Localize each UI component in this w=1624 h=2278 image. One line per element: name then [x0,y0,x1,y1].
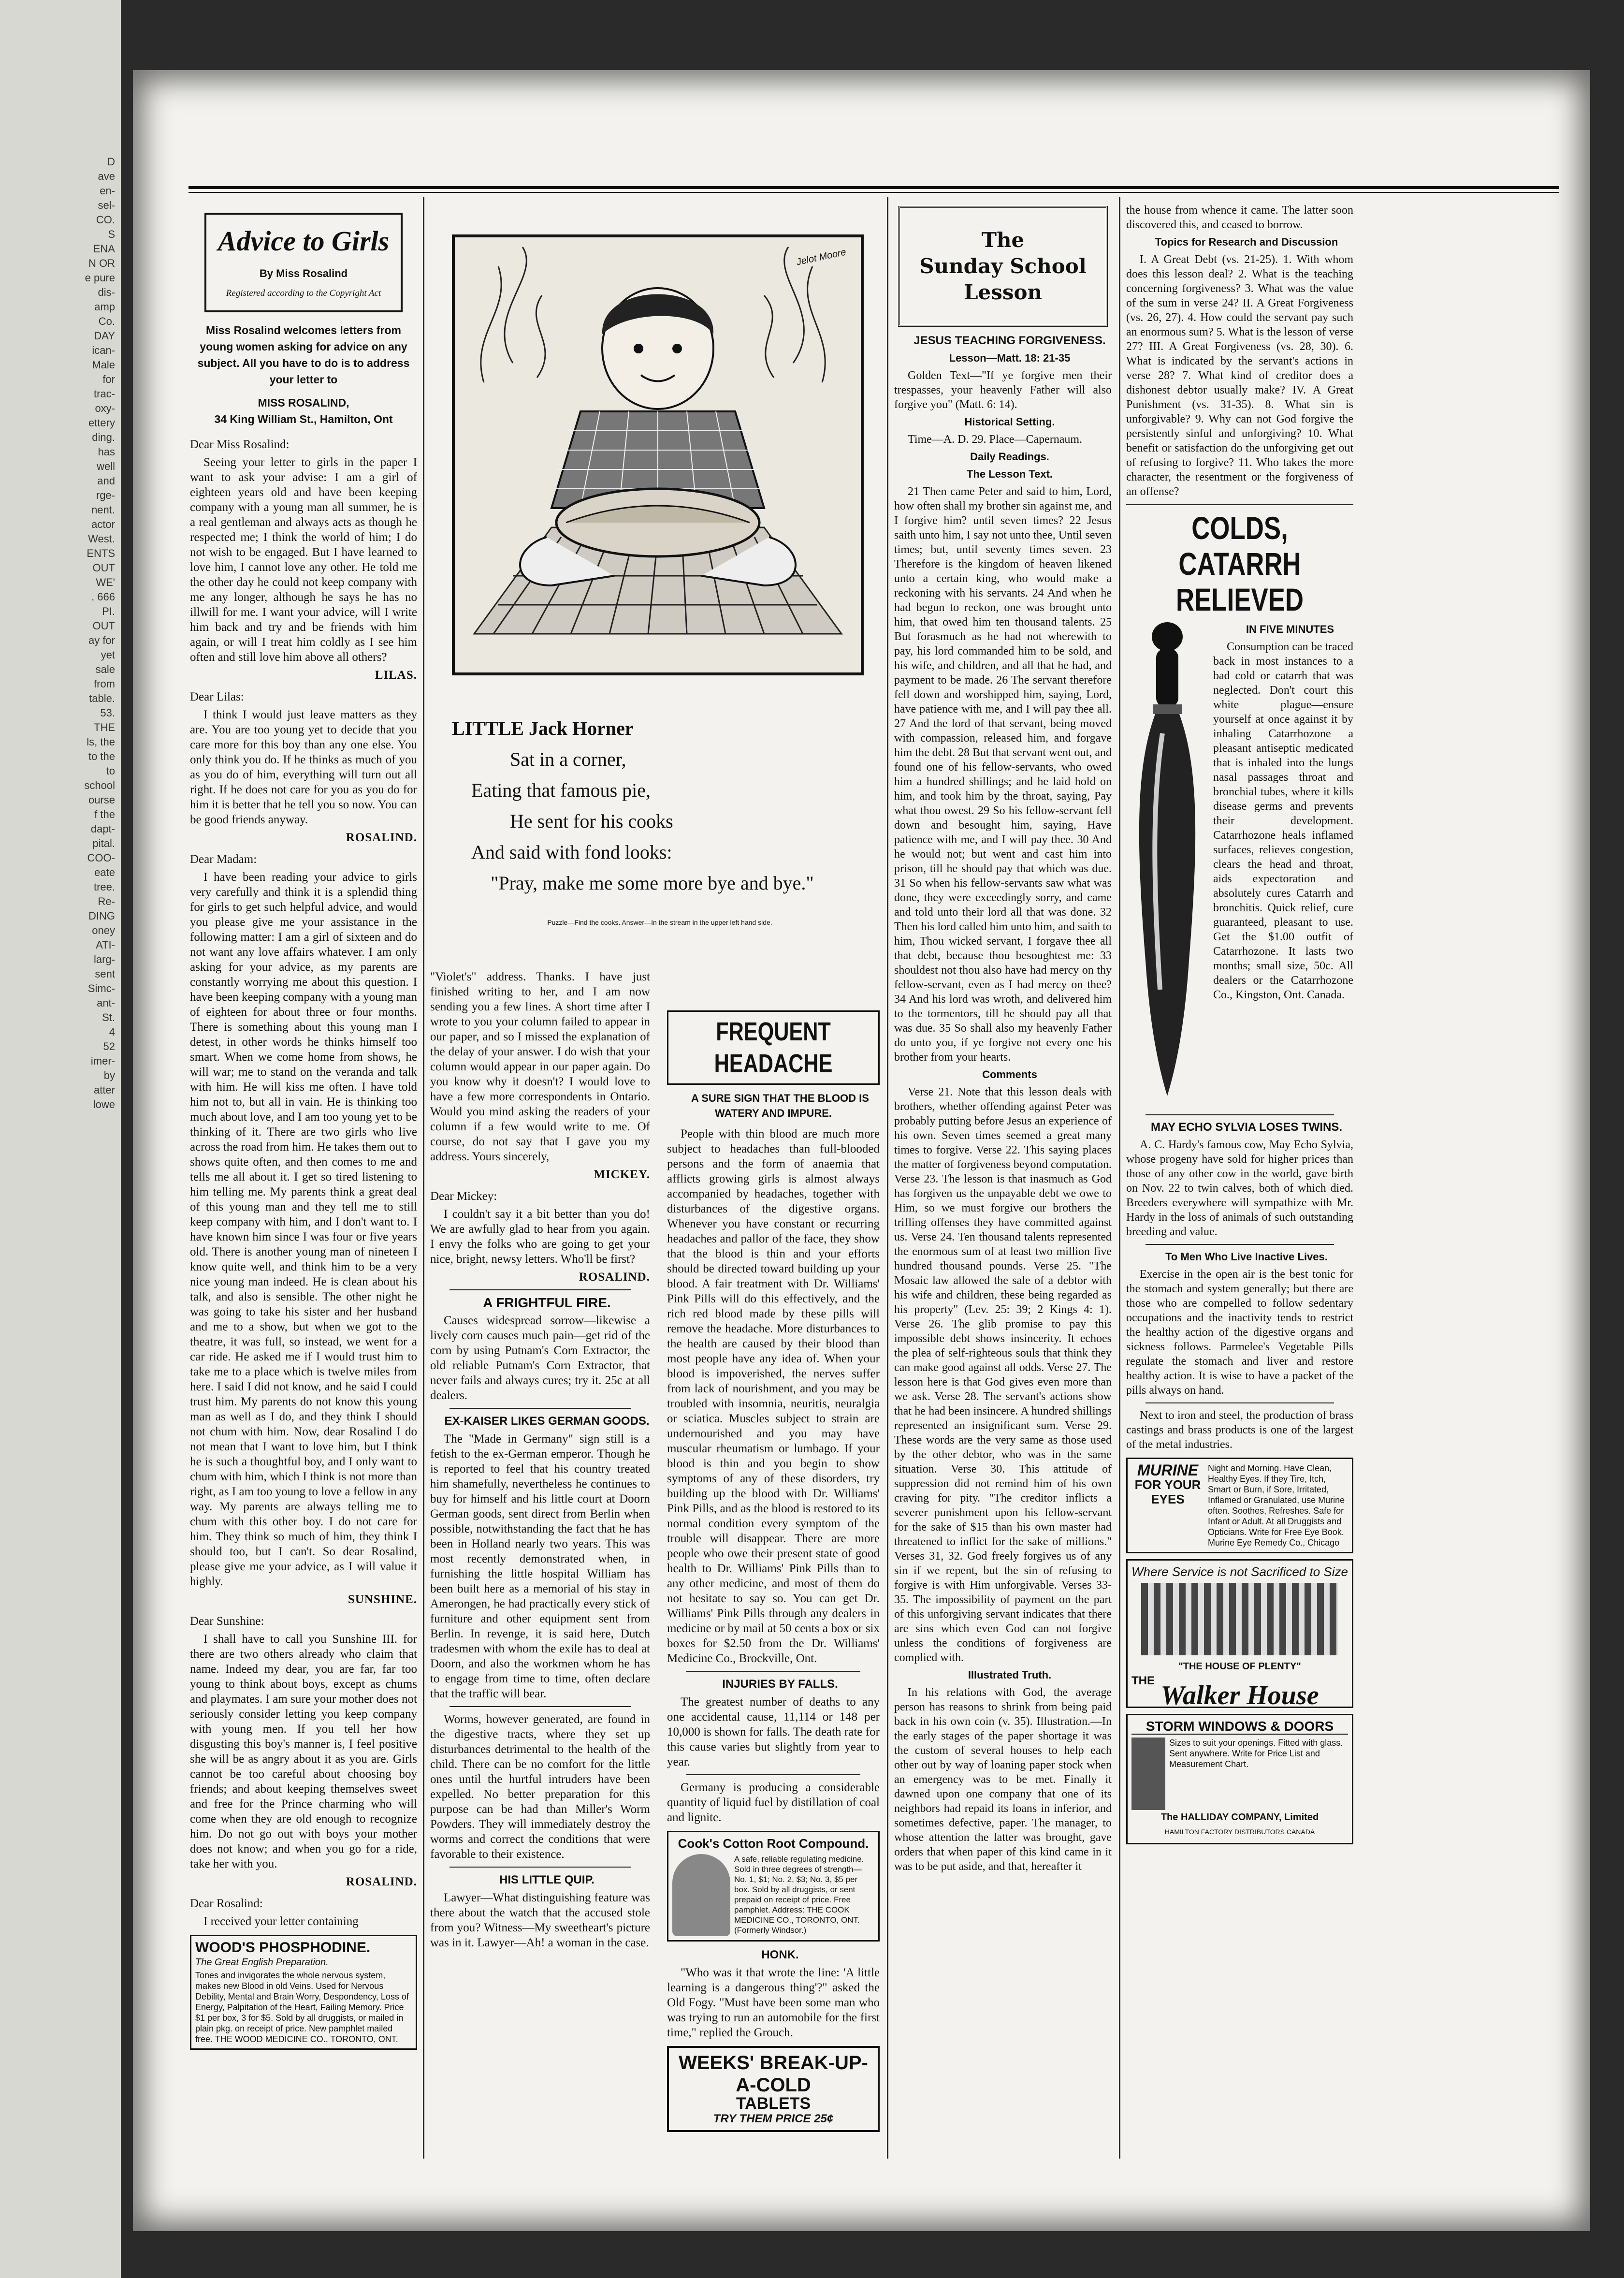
fragment-line: nent. [91,504,115,516]
reply-salutation: Dear Lilas: [190,690,244,703]
header-line: Sunday School [919,254,1087,278]
headache-title: FREQUENT HEADACHE [714,1017,833,1078]
intro-body: Miss Rosalind welcomes letters from young women asking for advice on any subject. All you have to do is to address your letter to [197,324,410,386]
byline: By Miss Rosalind [259,267,348,279]
article-title: HONK. [761,1948,799,1961]
continuation-text: the house from whence it came. The latter soon discovered this, and ceased to borrow. [1126,204,1353,231]
weeks-cold-tablets-ad [667,2046,880,2132]
verse-line: Sat in a corner, [510,748,626,770]
colds-subtitle: IN FIVE MINUTES [1246,623,1334,635]
woman-portrait [672,1854,730,1936]
fragment-line: oney [92,924,115,936]
fragment-line: ettery [88,417,115,429]
fragment-line: from [94,678,115,690]
letter-body: "Violet's" address. Thanks. I have just finished writing to her, and I am now sending you a few lines. A short time after I wrote to you your column failed to appear in our paper, and so I missed the explanation of the delay of your answer. I do wish that your column would appear in our paper again. Do you know why it doesn't? I would love to have a few more correspondents in Ontario. Would you mind asking the readers of your column if a few would write to me. Of course, do not say that I gave you my address. Yours sincerely, [430,970,650,1163]
letter-signature: MICKEY. [594,1168,650,1181]
reply-signature: ROSALIND. [579,1270,650,1284]
illustrated-text: In his relations with God, the average person has reasons to shrink from being paid back in his own coin (v. 35). Illustration.—In the early stages of the paper shortage it was the custom of several houses to help each other out by way of loaning paper stock when an emergency was to be met. Finally it dawned upon one company that one of its neighbors had repaid its loans in inferior, and sometimes defective, paper. The manager, to whose attention the latter was brought, gave orders that when paper of this kind came in it was to be put aside, and that, hereafter it [894,1686,1112,1873]
fragment-line: ENA [93,243,115,255]
letter-salutation: Dear Miss Rosalind: [190,438,290,451]
fragment-line: oxy- [95,402,115,414]
column-title: Advice to Girls [218,225,390,257]
ad-title: WEEKS' BREAK-UP-A-COLD [679,2052,868,2096]
fragment-line: rge- [96,489,115,501]
article-title: To Men Who Live Inactive Lives. [1165,1251,1328,1263]
fragment-line: OUT [92,562,115,574]
fragment-line: ican- [92,344,115,356]
advice-header-box [204,213,403,312]
fragment-line: to the [88,750,115,762]
verse-line: Eating that famous pie, [471,779,651,801]
fragment-line: COO- [87,852,115,864]
reply-body: I think I would just leave matters as they are. You are too young yet to decide that you care more for this boy than any one else. You only think you do. If he thinks as much of you as you do of him, everything will turn out all right. If he does not care for you as you do for him it is better that he tell you so now. You can be good friends anyway. [190,708,417,826]
article-body: "Who was it that wrote the line: 'A little learning is a dangerous thing'?" asked the Old Fogy. "Must have been some man who was trying to run an automobile for the first time," replied the Grouch. [667,1966,880,2039]
fragment-line: lowe [93,1098,115,1110]
fragment-line: ls, the [87,736,115,748]
colds-body: Consumption can be traced back in most instances to a bad cold or catarrh that was neglected. Don't court this white plague—ensure yourself at once against it by inhaling Catarrhozone a pleasant antiseptic medicated that is inhaled into the lungs nasal passages throat and bronchial tubes, where it kills disease germs and prevents their development. Catarrhozone heals inflamed surfaces, relieves congestion, clears the head and throat, aids expectoration and absolutely cures Catarrh and bronchitis. Quick relief, cure guaranteed, pleasant to use. Get the $1.00 outfit of Catarrhozone. It lasts two months; small size, 50c. All dealers or the Catarrhozone Co., Kingston, Ont. Canada. [1213,641,1353,1001]
fragment-line: PI. [102,605,115,617]
address-line: 34 King William St., Hamilton, Ont [214,413,393,425]
lesson-reference: Lesson—Matt. 18: 21-35 [949,352,1071,364]
column-divider-1 [423,197,424,2159]
fragment-line: school [84,779,115,791]
verse-line: He sent for his cooks [510,810,673,832]
top-rule [188,186,1559,189]
phosphodine-ad [190,1935,417,2050]
letter-signature: SUNSHINE. [348,1593,417,1606]
ad-title: STORM WINDOWS & DOORS [1131,1719,1348,1735]
letter-signature: LILAS. [375,669,417,682]
article-title: EX-KAISER LIKES GERMAN GOODS. [444,1415,650,1428]
verse-line: "Pray, make me some more bye and bye." [491,872,814,894]
fragment-line: dis- [98,286,115,298]
letter-salutation: Dear Madam: [190,853,257,866]
article-title: A FRIGHTFUL FIRE. [483,1295,611,1310]
fragment-line: OUT [92,620,115,632]
ad-body: A safe, reliable regulating medicine. Sold in three degrees of strength—No. 1, $1; No. 2, $3; No. 3, $5 per box. Sold by all druggists, or sent prepaid on receipt of price. Free pamphlet. Address: THE COOK MEDICINE CO., TORONTO, ONT. (Formerly Windsor.) [734,1855,864,1935]
ad-body: Sizes to suit your openings. Fitted with glass. Sent anywhere. Write for Price List and Measurement Chart. [1169,1738,1343,1769]
fragment-line: ourse [88,794,115,806]
section-heading: The Lesson Text. [966,468,1053,480]
fragment-line: trac- [94,388,115,400]
house-illustration [1131,1738,1165,1810]
ad-name-prefix: THE [1131,1674,1155,1687]
address-name: MISS ROSALIND, [258,396,349,409]
time-place: Time—A. D. 29. Place—Capernaum. [908,433,1083,446]
inhaler-bottle-illustration [1126,622,1208,1110]
letter-body: I received your letter containing [203,1915,359,1928]
fragment-line: Male [92,359,115,371]
ad-address: HAMILTON FACTORY DISTRIBUTORS CANADA [1164,1828,1315,1836]
intro-text [195,322,412,427]
article-title: HIS LITTLE QUIP. [499,1873,594,1886]
column-divider-3 [1119,197,1120,2159]
fragment-line: Re- [98,895,115,907]
ad-subtitle: "THE HOUSE OF PLENTY" [1178,1661,1301,1672]
reply-signature: ROSALIND. [346,831,417,844]
fragment-line: CO. [96,214,115,226]
fragment-line: actor [91,518,115,530]
sunday-school-header [898,206,1108,327]
jack-horner-illustration [452,234,864,675]
fragment-line: D [107,156,115,168]
verse-line: And said with fond looks: [471,841,672,863]
fragment-line: tree. [93,881,115,893]
puzzle-caption: Puzzle—Find the cooks. Answer—In the stream in the upper left hand side. [547,919,772,926]
fragment-line: WE' [96,576,115,588]
column-5 [1126,203,1353,2166]
fragment-line: sent [95,968,115,980]
murine-ad [1126,1458,1353,1553]
article-title: MAY ECHO SYLVIA LOSES TWINS. [1150,1121,1343,1134]
fragment-line: sel- [98,199,115,211]
lesson-text: 21 Then came Peter and said to him, Lord, how often shall my brother sin against me, and I forgive him? until seven times? 22 Jesus saith unto him, I say not unto thee, Until seven times; but, until seventy times seven. 23 Therefore is the kingdom of heaven likened unto a certain king, who would make a reckoning with his servants. 24 And when he had begun to reckon, one was brought unto him, that owed him ten thousand talents. 25 But forasmuch as he had not wherewith to pay, his lord commanded him to be sold, and his wife, and children, and all that he had, and payment to be made. 26 The servant therefore fell down and worshipped him, saying, Lord, have patience with me, and I will pay thee all. 27 And the lord of that servant, being moved with compassion, released him, and forgave him the debt. 28 But that servant went out, and found one of his fellow-servants, who owed him a hundred shillings; and he laid hold on him, and took him by the throat, saying, Pay what thou owest. 29 So his fellow-servant fell down and besought him, saying, Have patience with me, and I will pay thee. 30 And he would not; but went and cast him into prison, till he should pay that which was due. 31 So when his fellow-servants saw what was done, they were exceedingly sorry, and came and told unto their lord all that was done. 32 Then his lord called him unto him, and saith to him, Thou wicked servant, I forgave thee all that debt, because thou besoughtest me: 33 shouldest not thou also have had mercy on thy fellow-servant, even as I had mercy on thee? 34 And his lord was wroth, and delivered him to the tormentors, till he should pay all that was due. 35 So shall also my heavenly Father do unto you, if ye forgive not every one his brother from your hearts. [894,485,1112,1064]
ad-title: Walker House [1160,1680,1319,1710]
walker-house-ad [1126,1559,1353,1708]
ad-title: WOOD'S PHOSPHODINE. [195,1940,371,1956]
fragment-line: THE [94,721,115,733]
colds-title: RELIEVED [1175,582,1304,617]
article-body: A. C. Hardy's famous cow, May Echo Sylvia, whose progeny have sold for higher prices than those of any other cow in the world, gave birth on Nov. 22 to twin calves, both of which died. Breeders everywhere will sympathize with Mr. Hardy in the loss of animals of such outstanding breeding and value. [1126,1139,1353,1238]
ad-price: TRY THEM PRICE 25¢ [713,2112,834,2125]
column-divider-2 [887,197,888,2159]
fragment-line: N OR [88,257,115,269]
previous-page-fragments [4,155,115,1112]
fragment-line: yet [101,649,115,661]
article-title: INJURIES BY FALLS. [722,1678,838,1691]
fragment-line: ave [98,170,115,182]
cook-cotton-root-ad [667,1831,880,1942]
section-heading: Historical Setting. [964,416,1055,428]
reply-body: I couldn't say it a bit better than you do! We are awfully glad to hear from you again. I envy the folks who are going to get your nice, bright, newsy letters. Who'll be first? [430,1208,650,1266]
fragment-line: Co. [98,315,115,327]
article-body: Exercise in the open air is the best tonic for the stomach and system generally; but there are those who are compelled to follow sedentary occupations and the inactivity tends to restrict the healthy action of the digestive organs and sickness follows. Parmelee's Vegetable Pills regulate the stomach and liver and restore healthy action. It is wise to have a packet of the pills always on hand. [1126,1268,1353,1397]
fragment-line: ENTS [87,547,115,559]
column-3 [667,1010,880,2161]
topics-text: I. A Great Debt (vs. 21-25). 1. With whom does this lesson deal? 2. What is the teaching concerning forgiveness? 3. What was the value of the sum in verse 24? II. A Great Forgiveness (vs. 26, 27). 4. How could the servant pay such an enormous sum? 5. What is the lesson of verse 27? III. A Great Forgiveness (vs. 28, 30). 6. What is indicated by the servant's actions in verse 28? 7. What kind of creditor does a dishonest debtor usually make? IV. A Great Punishment (vs. 31-35). 8. What sin is unforgivable? 9. Why can not God forgive the persistently sinful and unforgiving? 10. What benefit or satisfaction do the unforgiving get out of refusing to forgive? 11. Who takes the more character, the resentment or the forgiveness of an offense? [1126,253,1353,498]
verse-line: LITTLE Jack Horner [452,717,634,739]
ad-subtitle: The Great English Preparation. [195,1957,329,1968]
ad-company: The HALLIDAY COMPANY, Limited [1160,1812,1319,1823]
fragment-line: for [102,373,115,385]
fragment-line: atter [93,1084,115,1096]
fragment-line: by [103,1069,115,1081]
reply-body: I shall have to call you Sunshine III. for there are two others already who claim that name. Indeed my dear, you are far, far too young to think about boys, except as chums and playmates. I am sure your mother does not seriously consider letting you keep company with young men. If you tell her how disgusting this boy's manner is, I feel positive she will be as angry about it as you are. Girls cannot be too careful about choosing boy friends; and about keeping themselves sweet and free for the Prince charming who will come when they are old enough to recognize him. Do not go out with boys your mother does not know; and when you go for a ride, take her with you. [190,1633,417,1870]
ad-body: Night and Morning. Have Clean, Healthy Eyes. If they Tire, Itch, Smart or Burn, if Sore, Irritated, Inflamed or Granulated, use Murine often. Soothes, Refreshes. Safe for Infant or Adult. At all Druggists and Opticians. Write for Free Eye Book. Murine Eye Remedy Co., Chicago [1208,1463,1345,1548]
ad-subtitle: TABLETS [736,2094,811,2113]
column-2-lower [430,969,650,2154]
article-body: Lawyer—What distinguishing feature was there about the watch that the accused stole from you? Witness—My sweetheart's picture was in it. Lawyer—Ah! a woman in the case. [430,1891,650,1949]
golden-text: Golden Text—"If ye forgive men their trespasses, your heavenly Father will also forgive you" (Matt. 6: 14). [894,369,1112,411]
ad-title: Cook's Cotton Root Compound. [678,1836,869,1851]
previous-page-edge [0,0,121,2278]
fragment-line: dapt- [90,823,115,835]
comments-text: Verse 21. Note that this lesson deals with brothers, whether offending against Peter was probably putting before Jesus an experience of his own. Seven times seemed a great many times to forgive. Verse 22. This saying places the matter of forgiveness beyond computation. Verse 23. The lesson is that inasmuch as God has forgiven us the unpayable debt we owe to Him, so we must forgive our brothers the trifling offenses they have committed against us. Verse 24. Ten thousand talents represented the enormous sum of at least two million five hundred thousand pounds. Verse 25. "The Mosaic law allowed the sale of a debtor with his wife and children, these being regarded as his property" (Lev. 25: 39; 2 Kings 4: 1). Verse 26. The glib promise to pay this impossible debt shows insincerity. It echoes the plea of self-righteous souls that think they can make good against all odds. Verse 27. The lesson here is that God gives even more than we ask. Verse 28. The servant's actions show that he had been insincere. A hundred shillings represented an insignificant sum. Verse 29. These words are the very same as those used by the other debtor, who was in the same situation. Verse 30. This attitude of suppression did not remind him of his own craving for pity. "The creditor inflicts a severer punishment upon his fellow-servant for the sake of $15 than his own master had threatened to inflict for the sake of millions." Verses 31, 32. God freely forgives us of any sin if we repent, but the sin of refusing to forgive is with Him unforgivable. Verses 33-35. The impossibility of payment on the part of this unforgiving servant indicates that there are sins which even God can not forgive unless the conditions of forgiveness are complied with. [894,1086,1112,1664]
article-body: Next to iron and steel, the production of brass castings and brass products is one of the largest of the metal industries. [1126,1409,1353,1451]
fragment-line: West. [88,533,115,545]
fragment-line: sale [95,663,115,675]
reply-signature: ROSALIND. [346,1875,417,1888]
fragment-line: DING [88,910,115,922]
reply-salutation: Dear Mickey: [430,1190,497,1203]
fragment-line: ding. [92,431,115,443]
fragment-line: e pure [85,272,115,284]
fragment-line: ay for [88,634,115,646]
ad-tagline: Where Service is not Sacrificed to Size [1131,1564,1348,1579]
fragment-line: ATI- [96,939,115,951]
fragment-line: S [108,228,115,240]
fragment-line: f the [94,808,115,820]
article-body: Worms, however generated, are found in the digestive tracts, where they set up disturbances detrimental to the health of the child. There can be no comfort for the little ones until the hurtful intruders have been expelled. No better preparation for this purpose can be had than Miller's Worm Powders. They will immediately destroy the worms and correct the conditions that were favorable to their existence. [430,1713,650,1861]
newspaper-page [133,70,1590,2231]
illustrator-signature: Jelot Moore [795,247,847,268]
lesson-title: JESUS TEACHING FORGIVENESS. [914,334,1106,347]
fragment-line: ant- [97,997,115,1009]
section-heading: Comments [982,1068,1037,1081]
fragment-line: amp [94,301,115,313]
article-body: Causes widespread sorrow—likewise a lively corn causes much pain—get rid of the corn by using Putnam's Corn Extractor, the old reliable Putnam's Corn Extractor, that never fails and always cures; try it. 25c at all dealers. [430,1314,650,1402]
article-body: The greatest number of deaths to any one accidental cause, 11,114 or 148 per 10,000 is shown for falls. The death rate for this cause varies but slightly from year to year. [667,1695,880,1768]
section-heading: Topics for Research and Discussion [1155,236,1338,248]
section-heading: Daily Readings. [970,451,1049,463]
fragment-line: en- [100,185,115,197]
fragment-line: well [97,460,115,472]
murine-brand: MURINE [1137,1461,1199,1479]
fragment-line: DAY [94,330,115,342]
fragment-line: and [97,475,115,487]
letter-body: Seeing your letter to girls in the paper I want to ask your advise: I am a girl of eighteen years old and have been keeping company with a young man all summer, he is a real gentleman and always acts as though he respected me; I think the world of him; I do not wish to be engaged. But I have learned to love him, I cannot love any other. He told me the other day he could not keep company with me any longer, although he says he has no illwill for me. I want your advice, will I write him back and try and be friends with him again, or will I treat him coldly as I see him often and still love him above all others? [190,456,417,664]
headache-subtitle: A SURE SIGN THAT THE BLOOD IS WATERY AND IMPURE. [691,1092,869,1119]
section-heading: Illustrated Truth. [968,1669,1052,1681]
boy-with-pie-drawing [455,237,861,672]
fragment-line: St. [102,1011,115,1023]
fragment-line: to [106,765,115,777]
article-body: Germany is producing a considerable quantity of liquid fuel by distillation of coal and lignite. [667,1781,880,1824]
reply-salutation: Dear Sunshine: [190,1615,264,1628]
article-body: People with thin blood are much more subject to headaches than full-blooded persons and the form of anaemia that afflicts growing girls is almost always accompanied by headaches, together with disturbances of the digestive organs. Whenever you have constant or recurring headaches and pallor of the face, they show that the blood is thin and your efforts should be directed toward building up your blood. A fair treatment with Dr. Williams' Pink Pills will do this effectively, and the rich red blood made by these pills will remove the headache. More disturbances to the health are caused by their blood than most people have any idea of. When your blood is impoverished, the nerves suffer from lack of nourishment, and you may be troubled with insomnia, neuritis, neuralgia or sciatica. Muscles subject to strain are undernourished and you may have muscular rheumatism or lumbago. If your blood is thin and you begin to show symptoms of any of these disorders, try building up the blood with Dr. Williams' Pink Pills, and as the blood is restored to its normal condition every symptom of the trouble will disappear. There are more people who owe their present state of good health to Dr. Williams' Pink Pills than to any other medicine, and most of them do not hesitate to say so. You can get Dr. Williams' Pink Pills through any dealers in medicine or by mail at 50 cents a box or six boxes for $2.50 from the Dr. Williams' Medicine Co., Brockville, Ont. [667,1127,880,1665]
nursery-rhyme [452,713,868,899]
ad-body: Tones and invigorates the whole nervous system, makes new Blood in old Veins. Used for Nervous Debility, Mental and Brain Worry, Despondency, Loss of Energy, Palpitation of the Heart, Failing Memory. Price $1 per box, 3 for $5. Sold by all druggists, or mailed in plain pkg. on receipt of price. New pamphlet mailed free. THE WOOD MEDICINE CO., TORONTO, ONT. [195,1971,409,2044]
header-line: Lesson [963,280,1043,304]
fragment-line: has [98,446,115,458]
header-line: The [981,228,1025,252]
letter-salutation: Dear Rosalind: [190,1897,263,1910]
copyright-note: Registered according to the Copyright Act [226,288,381,298]
fragment-line: 4 [109,1026,115,1038]
fragment-line: Simc- [87,982,115,994]
letter-body: I have been reading your advice to girls very carefully and think it is a splendid thing for girls to get such helpful advice, and would you please give me your assistance in the following matter: I am a girl of sixteen and do not want any love affairs whatever. I am only asking for your advice, as my parents are constantly worrying me about this question. I have been keeping company with a young man of eighteen for about three or four months. There is something about this young man I detest, in other words he thinks himself too smart. When we come home from shows, he will war; me to stand on the veranda and talk with him. He will kiss me often. I have told him not to, but all in vain. He is thinking too much about love, and I am too young yet to be thinking of it. There are two girls who live across the road from him. He takes them out to shows quite often, and then comes to me and tells me all about it. I get so tired listening to him telling me. My parents think a great deal of this young man and they tell me to still keep company with him, and I don't want to. I have known him since I was four or five years old. There is another young man of nineteen I know quite well, and think him to be a very nice young man indeed. He is clean about his talk, and also is sensible. The other night he was going to take his sister and her husband and me to a show, but when we got to the theatre, it was full, so instead, we went for a car ride. He asked me if I would trust him to take me to a place which is twelve miles from here. I said I did not know, and he said I could trust him. My parents do not know this young man as well as I do, and they think I should not chum with him. Now, dear Rosalind I do not mean that I want to love him, but I think he is such a thoughtful boy, and I only want to chum with him, which I think is not more than right, as I am too young to love a fellow in any way. My parents are always telling me to chum with this other boy. I do not care for him. They think so much of him, they think I should too, but I can't. So dear Rosalind, please give me your advice, as I will value it highly. [190,871,417,1588]
hotel-building-illustration [1141,1583,1338,1655]
fragment-line: larg- [93,953,115,965]
fragment-line: pital. [92,837,115,849]
fragment-line: imer- [90,1055,115,1067]
fragment-line: 53. [100,707,115,719]
fragment-line: . 666 [91,591,115,603]
colds-title: COLDS, CATARRH [1178,510,1301,582]
column-advice-to-girls [190,203,417,2161]
article-body: The "Made in Germany" sign still is a fetish to the ex-German emperor. Though he is reported to feel that his country treated him shamefully, nevertheless he continues to buy for himself and his little court at Doorn German goods, sent direct from Berlin when possible, notwithstanding the fact that he has been in Holland nearly two years. This was most recently demonstrated when, in furnishing the little hospital William has been built here as a memorial of his stay in Amerongen, he had practically every stick of furniture and other equipment sent from Berlin. In revenge, it is said here, Dutch tradesmen with whom the exile has to deal at Doorn, and also the workmen whom he has to engage from time to time, often declare that the traffic will bear. [430,1432,650,1700]
fragment-line: 52 [103,1040,115,1052]
fragment-line: table. [89,692,115,704]
fragment-line: eate [94,866,115,878]
column-sunday-school [894,203,1112,2166]
murine-tagline: FOR YOUR EYES [1134,1477,1201,1506]
top-rule-thin [188,192,1559,193]
storm-windows-ad [1126,1714,1353,1844]
